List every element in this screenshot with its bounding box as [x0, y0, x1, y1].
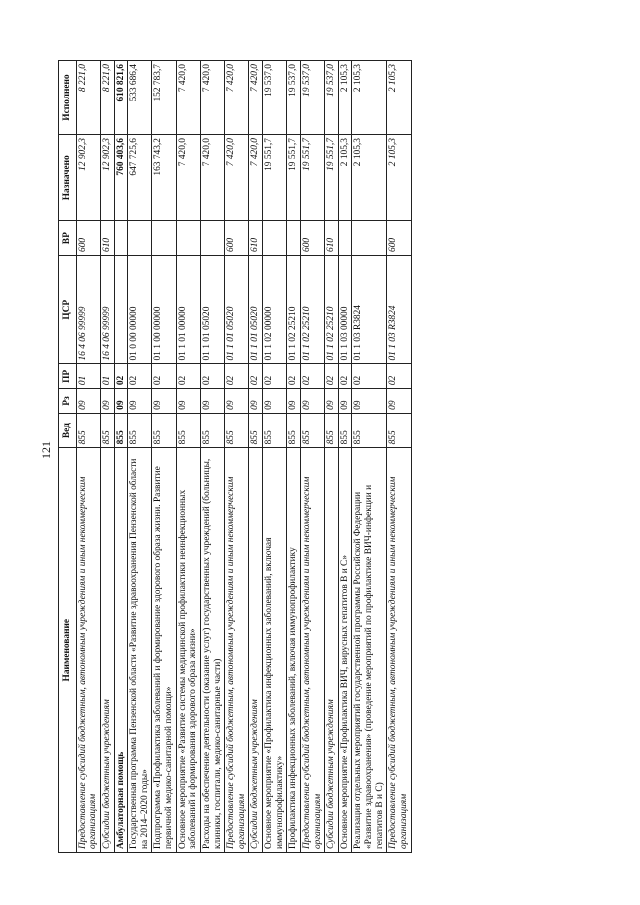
cell-pr: 02 [152, 364, 176, 389]
cell-csr: 01 0 00 00000 [128, 255, 152, 364]
cell-csr: 01 1 01 05020 [225, 255, 249, 364]
table-row [114, 61, 128, 853]
cell-name: Предоставление субсидий бюджетным, автономным учреждениям и иным некоммерческим организациям [225, 448, 249, 853]
cell-rz: 09 [100, 389, 114, 414]
cell-isp: 19 537,0 [287, 61, 301, 135]
cell-pr: 02 [263, 364, 287, 389]
cell-rz: 09 [225, 389, 249, 414]
table-row [338, 61, 352, 853]
cell-ved: 855 [128, 413, 152, 448]
cell-ved: 855 [200, 413, 224, 448]
cell-name: Основное мероприятие «Развитие системы медицинской профилактики неинфекционных заболеваний и формирования здорового образа жизни» [176, 448, 200, 853]
cell-pr: 02 [128, 364, 152, 389]
cell-rz: 09 [114, 389, 128, 414]
cell-vr [114, 221, 128, 256]
cell-ved: 855 [263, 413, 287, 448]
cell-rz: 09 [249, 389, 263, 414]
cell-csr: 01 1 02 25210 [325, 255, 339, 364]
cell-pr: 02 [300, 364, 324, 389]
cell-ved: 855 [176, 413, 200, 448]
cell-vr: 610 [100, 221, 114, 256]
cell-name: Профилактика инфекционных заболеваний, включая иммунопрофилактику [287, 448, 301, 853]
cell-name: Основное мероприятие «Профилактика инфекционных заболеваний, включая иммунопрофилактику» [263, 448, 287, 853]
header-isp: Исполнено [59, 61, 77, 135]
header-name: Наименование [59, 448, 77, 853]
cell-name: Амбулаторная помощь [114, 448, 128, 853]
table-row [325, 61, 339, 853]
cell-ved: 855 [114, 413, 128, 448]
cell-ved: 855 [225, 413, 249, 448]
cell-pr: 02 [176, 364, 200, 389]
cell-pr: 02 [387, 364, 411, 389]
table-row [152, 61, 176, 853]
cell-name: Субсидии бюджетным учреждениям [100, 448, 114, 853]
table-row [387, 61, 411, 853]
cell-vr [287, 221, 301, 256]
cell-pr: 02 [249, 364, 263, 389]
cell-vr [352, 221, 387, 256]
cell-csr: 01 1 01 05020 [249, 255, 263, 364]
cell-pr: 02 [200, 364, 224, 389]
cell-csr: 16 4 06 99999 [76, 255, 100, 364]
cell-isp: 7 420,0 [176, 61, 200, 135]
cell-pr: 01 [76, 364, 100, 389]
cell-rz: 09 [300, 389, 324, 414]
cell-csr: 01 1 03 00000 [338, 255, 352, 364]
cell-csr: 01 1 02 00000 [263, 255, 287, 364]
cell-name: Предоставление субсидий бюджетным, автономным учреждениям и иным некоммерческим организациям [76, 448, 100, 853]
header-ved: Вед [59, 413, 77, 448]
header-pr: ПР [59, 364, 77, 389]
cell-ved: 855 [338, 413, 352, 448]
cell-csr: 16 4 06 99999 [100, 255, 114, 364]
cell-rz: 09 [176, 389, 200, 414]
table-row [100, 61, 114, 853]
cell-csr: 01 1 01 00000 [176, 255, 200, 364]
cell-vr: 610 [249, 221, 263, 256]
cell-vr: 610 [325, 221, 339, 256]
cell-ved: 855 [152, 413, 176, 448]
cell-naz: 7 420,0 [249, 135, 263, 221]
cell-pr: 02 [225, 364, 249, 389]
cell-naz: 647 725,6 [128, 135, 152, 221]
cell-naz: 19 551,7 [325, 135, 339, 221]
cell-pr: 02 [114, 364, 128, 389]
table-row [352, 61, 387, 853]
cell-pr: 02 [325, 364, 339, 389]
cell-vr: 600 [300, 221, 324, 256]
cell-name: Предоставление субсидий бюджетным, автономным учреждениям и иным некоммерческим организациям [387, 448, 411, 853]
cell-rz: 09 [387, 389, 411, 414]
cell-csr: 01 1 01 05020 [200, 255, 224, 364]
cell-csr [114, 255, 128, 364]
cell-rz: 09 [325, 389, 339, 414]
cell-vr: 600 [387, 221, 411, 256]
cell-naz: 12 902,3 [100, 135, 114, 221]
budget-table-wrapper [58, 60, 582, 853]
cell-csr: 01 1 03 R3824 [387, 255, 411, 364]
cell-rz: 09 [76, 389, 100, 414]
cell-ved: 855 [325, 413, 339, 448]
cell-isp: 7 420,0 [225, 61, 249, 135]
cell-isp: 152 783,7 [152, 61, 176, 135]
header-vr: ВР [59, 221, 77, 256]
cell-ved: 855 [352, 413, 387, 448]
cell-name: Государственная программа Пензенской области «Развитие здравоохранения Пензенской области на 2014–2020 годы» [128, 448, 152, 853]
budget-table [58, 60, 412, 853]
cell-rz: 09 [200, 389, 224, 414]
cell-isp: 19 537,0 [300, 61, 324, 135]
cell-vr [152, 221, 176, 256]
cell-isp: 8 221,0 [76, 61, 100, 135]
table-row [176, 61, 200, 853]
cell-name: Субсидии бюджетным учреждениям [325, 448, 339, 853]
cell-naz: 7 420,0 [225, 135, 249, 221]
cell-vr: 600 [225, 221, 249, 256]
cell-ved: 855 [76, 413, 100, 448]
cell-rz: 09 [152, 389, 176, 414]
cell-pr: 02 [338, 364, 352, 389]
rotated-page [58, 60, 582, 853]
cell-name: Реализация отдельных мероприятий государственной программы Российской Федерации «Развитие здравоохранения» (проведение мероприятий по профилактике ВИЧ-инфекции и гепатитов В и С) [352, 448, 387, 853]
cell-name: Расходы на обеспечение деятельности (оказание услуг) государственных учреждений (больницы, клиники, госпитали, медико-санитарные части) [200, 448, 224, 853]
header-csr: ЦСР [59, 255, 77, 364]
cell-naz: 19 551,7 [287, 135, 301, 221]
cell-naz: 760 403,6 [114, 135, 128, 221]
table-header-row [59, 61, 77, 853]
cell-rz: 09 [128, 389, 152, 414]
cell-isp: 19 537,0 [263, 61, 287, 135]
table-row [200, 61, 224, 853]
cell-vr: 600 [76, 221, 100, 256]
cell-naz: 7 420,0 [176, 135, 200, 221]
cell-name: Подпрограмма «Профилактика заболеваний и формирование здорового образа жизни. Развитие первичной медико-санитарной помощи» [152, 448, 176, 853]
cell-vr [263, 221, 287, 256]
cell-isp: 7 420,0 [249, 61, 263, 135]
cell-vr [338, 221, 352, 256]
cell-isp: 19 537,0 [325, 61, 339, 135]
cell-csr: 01 1 00 00000 [152, 255, 176, 364]
page-number: 121 [39, 441, 53, 459]
cell-pr: 02 [352, 364, 387, 389]
cell-isp: 2 105,3 [338, 61, 352, 135]
header-naz: Назначено [59, 135, 77, 221]
cell-vr [200, 221, 224, 256]
cell-rz: 09 [338, 389, 352, 414]
cell-naz: 2 105,3 [387, 135, 411, 221]
cell-naz: 7 420,0 [200, 135, 224, 221]
cell-ved: 855 [287, 413, 301, 448]
cell-name: Субсидии бюджетным учреждениям [249, 448, 263, 853]
table-row [287, 61, 301, 853]
cell-name: Предоставление субсидий бюджетным, автономным учреждениям и иным некоммерческим организациям [300, 448, 324, 853]
table-row [128, 61, 152, 853]
table-row [263, 61, 287, 853]
table-row [300, 61, 324, 853]
cell-pr: 02 [287, 364, 301, 389]
table-row [225, 61, 249, 853]
cell-naz: 163 743,2 [152, 135, 176, 221]
cell-csr: 01 1 03 R3824 [352, 255, 387, 364]
cell-csr: 01 1 02 25210 [287, 255, 301, 364]
cell-isp: 533 686,4 [128, 61, 152, 135]
cell-ved: 855 [300, 413, 324, 448]
cell-naz: 2 105,3 [352, 135, 387, 221]
cell-rz: 09 [287, 389, 301, 414]
cell-isp: 2 105,3 [387, 61, 411, 135]
header-rz: Рз [59, 389, 77, 414]
cell-naz: 19 551,7 [263, 135, 287, 221]
cell-rz: 09 [352, 389, 387, 414]
cell-vr [176, 221, 200, 256]
table-row [249, 61, 263, 853]
cell-ved: 855 [387, 413, 411, 448]
cell-naz: 2 105,3 [338, 135, 352, 221]
cell-naz: 12 902,3 [76, 135, 100, 221]
cell-pr: 01 [100, 364, 114, 389]
cell-isp: 2 105,3 [352, 61, 387, 135]
cell-ved: 855 [100, 413, 114, 448]
cell-csr: 01 1 02 25210 [300, 255, 324, 364]
cell-rz: 09 [263, 389, 287, 414]
cell-naz: 19 551,7 [300, 135, 324, 221]
cell-isp: 7 420,0 [200, 61, 224, 135]
cell-isp: 8 221,0 [100, 61, 114, 135]
cell-isp: 610 821,6 [114, 61, 128, 135]
cell-name: Основное мероприятие «Профилактика ВИЧ, вирусных гепатитов В и С» [338, 448, 352, 853]
cell-ved: 855 [249, 413, 263, 448]
table-row [76, 61, 100, 853]
cell-vr [128, 221, 152, 256]
